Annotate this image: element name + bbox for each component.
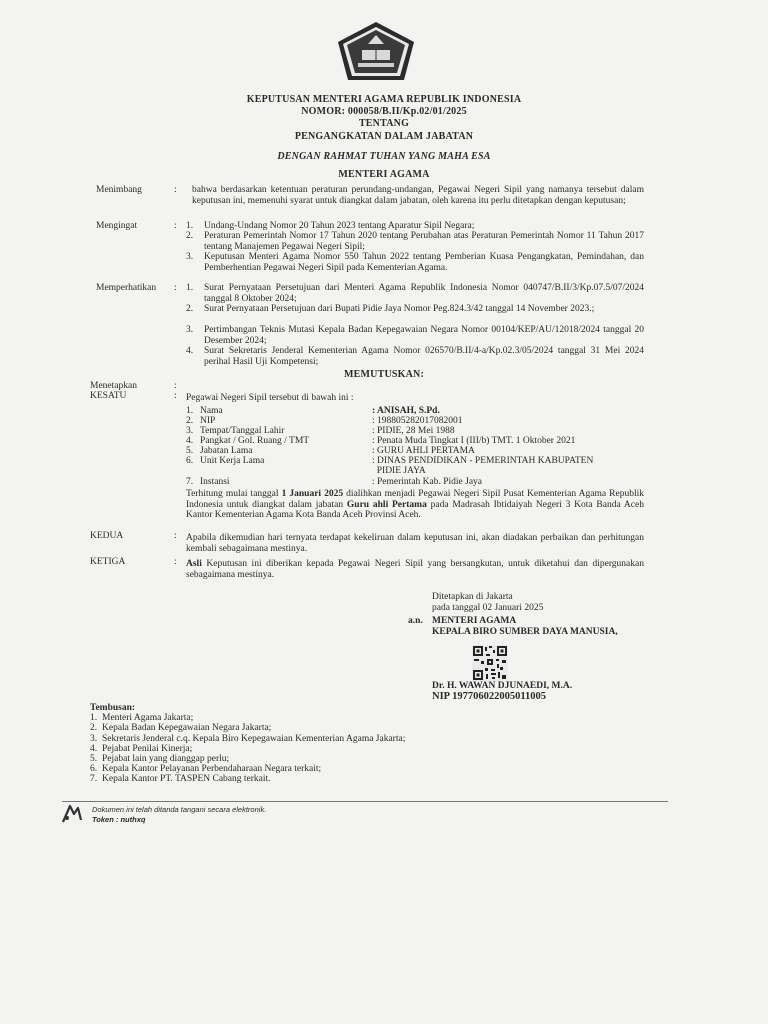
mengingat-label: Mengingat [96, 221, 138, 231]
list-text: Menteri Agama Jakarta; [102, 713, 194, 724]
colon: : [174, 185, 177, 195]
item-text: Peraturan Pemerintah Nomor 17 Tahun 2020 tentang Perubahan atas Peraturan Pemerintah Nomor 11 Tahun 2017 tentang Manajemen Pegawai Negeri Sipil; [204, 231, 644, 252]
esign-token: Token : nuthxq [92, 815, 146, 824]
memutuskan-heading: MEMUTUSKAN: [344, 369, 424, 380]
memperhatikan-item [186, 304, 644, 315]
list-number: 7. [90, 774, 98, 785]
memperhatikan-item [186, 325, 644, 346]
row-value: : Penata Muda Tingkat I (III/b) TMT. 1 Oktober 2021 [372, 436, 576, 446]
colon: : [174, 557, 177, 567]
item-text: Undang-Undang Nomor 20 Tahun 2023 tentang Aparatur Sipil Negara; [204, 221, 475, 231]
item-number: 1. [186, 221, 194, 231]
list-number: 6. [90, 764, 98, 775]
list-text: Sekretaris Jenderal c.q. Kepala Biro Kepegawaian Kementerian Agama Jakarta; [102, 733, 406, 744]
body-text: dialihkan menjadi Pegawai Negeri Sipil Pusat Kementerian Agama Republik Indonesia untuk diangkat dalam jabatan [186, 489, 644, 510]
row-number: 7. [186, 477, 194, 487]
colon: : [174, 283, 177, 293]
row-number: 1. [186, 406, 194, 416]
row-number: 5. [186, 446, 194, 456]
ministry-emblem-logo [334, 20, 418, 84]
ketiga-bold: Asli [186, 559, 202, 569]
list-text: Kepala Kantor Pelayanan Perbendaharaan Negara terkait; [102, 764, 322, 775]
colon: : [174, 391, 177, 401]
item-number: 2. [186, 304, 194, 314]
body-text: pada Madrasah Ibtidaiyah Negeri 3 Kota Banda Aceh Kantor Kementerian Agama Kota Banda Aceh Provinsi Aceh. [186, 499, 644, 520]
menetapkan-label: Menetapkan [90, 381, 137, 391]
list-item [90, 774, 405, 784]
signature-an-prefix: a.n. [408, 616, 423, 626]
e-signature-logo-icon [60, 800, 84, 826]
colon: : [174, 221, 177, 231]
ketiga-text [186, 559, 644, 580]
item-number: 1. [186, 283, 194, 293]
memperhatikan-item [186, 283, 644, 304]
list-item [90, 764, 405, 774]
signatory-name: Dr. H. WAWAN DJUNAEDI, M.A. [432, 681, 573, 691]
memperhatikan-item [186, 346, 644, 367]
kesatu-body [186, 489, 644, 521]
kesatu-label: KESATU [90, 391, 127, 401]
item-number: 3. [186, 325, 194, 335]
body-text: Terhitung mulai tanggal [186, 489, 282, 499]
menimbang-label: Menimbang [96, 185, 142, 195]
kedua-label: KEDUA [90, 531, 124, 541]
decree-subject: PENGANGKATAN DALAM JABATAN [294, 131, 474, 142]
row-label: Unit Kerja Lama [200, 456, 265, 466]
colon: : [174, 531, 177, 541]
row-label: Tempat/Tanggal Lahir [200, 426, 285, 436]
tembusan-list [90, 703, 405, 785]
list-number: 1. [90, 713, 98, 724]
list-text: Kepala Badan Kepegawaian Negara Jakarta; [102, 723, 272, 734]
item-text: Surat Sekretaris Jenderal Kementerian Agama Nomor 026570/B.II/4-a/Kp.02.3/05/2024 tanggal 31 Mei 2024 perihal Hasil Uji Kompetensi; [204, 346, 644, 367]
tembusan-title: Tembusan: [90, 703, 136, 713]
item-number: 3. [186, 252, 194, 262]
list-item [90, 754, 405, 764]
item-text: Pertimbangan Teknis Mutasi Kepala Badan Kepegawaian Negara Nomor 00104/KEP/AU/12018/2024 tanggal 20 Desember 2024; [204, 325, 644, 346]
item-text: Surat Pernyataan Persetujuan dari Bupati Pidie Jaya Nomor Peg.824.3/42 tanggal 14 November 2023.; [204, 304, 595, 314]
footer-note [92, 805, 266, 825]
row-value: PIDIE JAYA [372, 466, 426, 476]
body-position: Guru ahli Pertama [346, 499, 427, 510]
item-number: 2. [186, 231, 194, 241]
row-number: 2. [186, 416, 194, 426]
mengingat-item [186, 252, 644, 273]
list-item [90, 734, 405, 744]
ketiga-body: Keputusan ini diberikan kepada Pegawai Negeri Sipil yang bersangkutan, untuk diketahui dan dipergunakan sebagaimana mestinya. [186, 559, 644, 580]
signature-place: Ditetapkan di Jakarta [432, 592, 513, 602]
list-text: Pejabat Penilai Kinerja; [102, 743, 193, 754]
row-number: 3. [186, 426, 194, 436]
list-text: Kepala Kantor PT. TASPEN Cabang terkait. [102, 774, 271, 785]
row-label: Instansi [200, 477, 230, 487]
row-value: : Pemerintah Kab. Pidie Jaya [372, 477, 483, 487]
menimbang-text: bahwa berdasarkan ketentuan peraturan perundang-undangan, Pegawai Negeri Sipil yang namanya tersebut dalam keputusan ini, memenuhi syarat untuk diangkat dalam jabatan, oleh karena itu perlu ditetapkan dengan keputusan; [192, 185, 644, 206]
row-label: Jabatan Lama [200, 446, 253, 456]
decree-issuer: MENTERI AGAMA [338, 169, 430, 180]
list-item [90, 744, 405, 754]
colon: : [174, 381, 177, 391]
decree-preamble: DENGAN RAHMAT TUHAN YANG MAHA ESA [277, 151, 491, 162]
memperhatikan-label: Memperhatikan [96, 283, 157, 293]
row-number: 6. [186, 456, 194, 466]
row-value: : 198805282017082001 [372, 416, 463, 426]
ketiga-label: KETIGA [90, 557, 126, 567]
list-number: 2. [90, 723, 98, 734]
signature-office: KEPALA BIRO SUMBER DAYA MANUSIA, [432, 627, 618, 637]
decree-number: NOMOR: 000058/B.II/Kp.02/01/2025 [301, 106, 467, 117]
footer-divider [62, 801, 668, 802]
list-item [90, 723, 405, 733]
decree-tentang: TENTANG [358, 118, 410, 129]
kedua-text: Apabila dikemudian hari ternyata terdapat kekeliruan dalam keputusan ini, akan diadakan perbaikan dan perhitungan kembali sebagaimana mestinya. [186, 533, 644, 554]
row-label: NIP [200, 416, 216, 426]
signatory-nip: NIP 197706022005011005 [432, 691, 547, 702]
body-date: 1 Januari 2025 [281, 489, 344, 499]
signature-date: pada tanggal 02 Januari 2025 [432, 603, 544, 613]
row-value: : GURU AHLI PERTAMA [372, 446, 475, 456]
mengingat-item [186, 231, 644, 252]
kesatu-intro: Pegawai Negeri Sipil tersebut di bawah ini : [186, 393, 354, 403]
item-text: Surat Pernyataan Persetujuan dari Menteri Agama Republik Indonesia Nomor 040747/B.II/3/Kp.07.5/07/2024 tanggal 8 Oktober 2024; [204, 283, 644, 304]
row-value: : ANISAH, S.Pd. [372, 406, 440, 416]
list-number: 3. [90, 733, 98, 744]
item-text: Keputusan Menteri Agama Nomor 550 Tahun 2022 tentang Pemberian Kuasa Pengangkatan, Pemindahan, dan Pemberhentian Pegawai Negeri Sipil pada Kementerian Agama. [204, 252, 644, 273]
signature-an: MENTERI AGAMA [432, 616, 517, 626]
row-number: 4. [186, 436, 194, 446]
row-value: : DINAS PENDIDIKAN - PEMERINTAH KABUPATEN [372, 456, 594, 466]
item-number: 4. [186, 346, 194, 356]
list-text: Pejabat lain yang dianggap perlu; [102, 754, 230, 765]
list-number: 5. [90, 754, 98, 765]
esign-notice: Dokumen ini telah ditanda tangani secara elektronik. [92, 805, 267, 814]
row-label: Pangkat / Gol. Ruang / TMT [200, 436, 310, 446]
mengingat-item [186, 221, 644, 232]
decree-title: KEPUTUSAN MENTERI AGAMA REPUBLIK INDONESIA [246, 94, 522, 105]
row-value: : PIDIE, 28 Mei 1988 [372, 426, 455, 436]
list-item [90, 713, 405, 723]
qr-code-icon [472, 645, 508, 681]
row-label: Nama [200, 406, 223, 416]
list-number: 4. [90, 743, 98, 754]
